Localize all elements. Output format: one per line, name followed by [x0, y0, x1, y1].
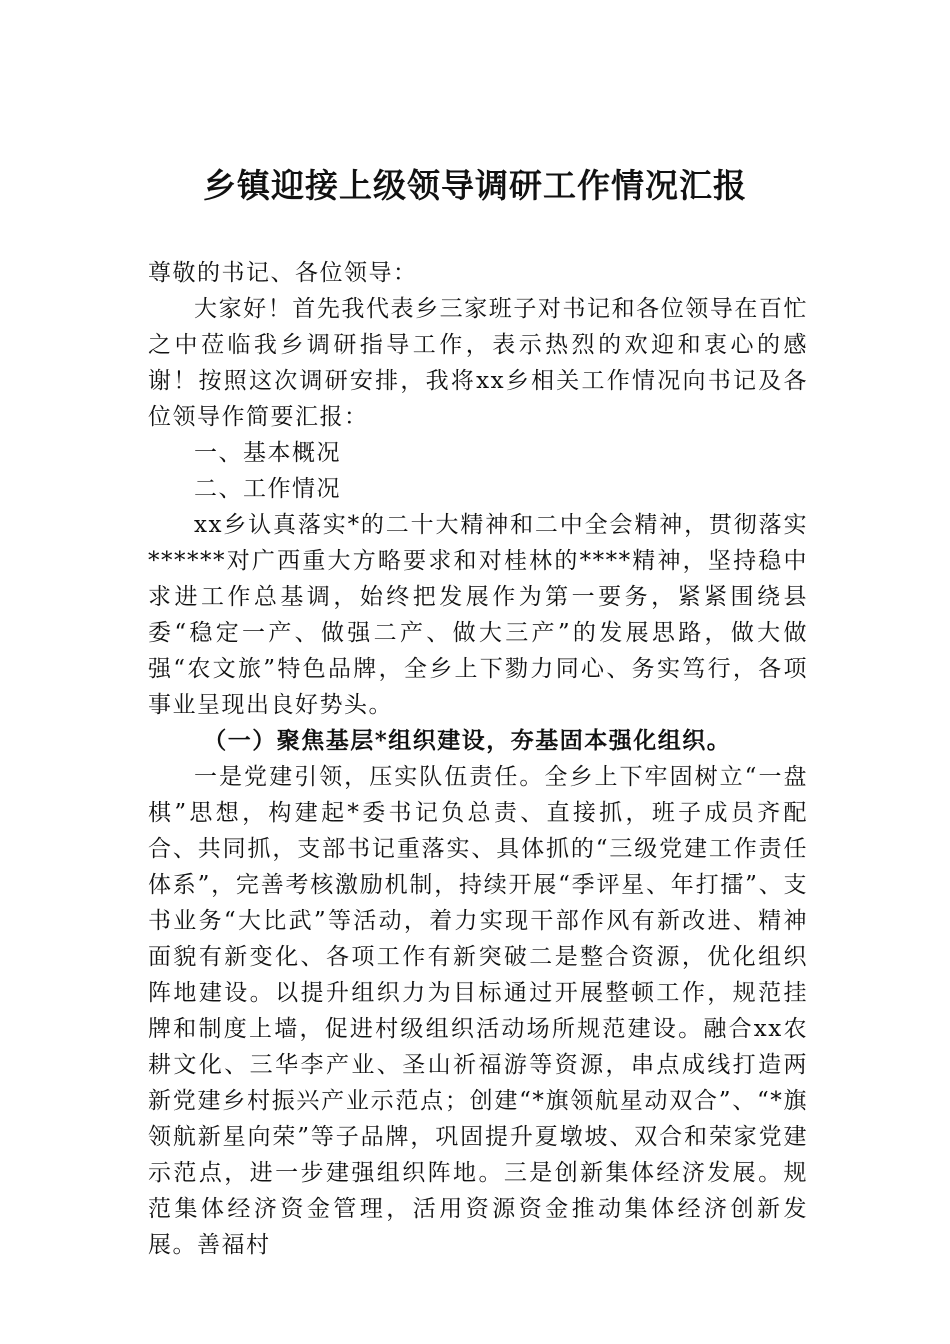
detail-paragraph: 一是党建引领，压实队伍责任。全乡上下牢固树立“一盘棋”思想，构建起*委书记负总责、直接抓，班子成员齐配合、共同抓，支部书记重落实、具体抓的“三级党建工作责任体系”，完善考核激励机制，持续开展“季评星、年打擂”、支书业务“大比武”等活动，着力实现干部作风有新改进、精神面貌有新变化、各项工作有新突破二是整合资源，优化组织阵地建设。以提升组织力为目标通过开展整顿工作，规范挂牌和制度上墙，促进村级组织活动场所规范建设。融合xx农耕文化、三华李产业、圣山祈福游等资源，串点成线打造两新党建乡村振兴产业示范点；创建“*旗领航星动双合”、“*旗领航新星向荣”等子品牌，巩固提升夏墩坡、双合和荣家党建示范点，进一步建强组织阵地。三是创新集体经济发展。规范集体经济资金管理，活用资源资金推动集体经济创新发展。善福村 [148, 764, 808, 1258]
overview-paragraph: xx乡认真落实*的二十大精神和二中全会精神，贯彻落实******对广西重大方略要求和对桂林的****精神，坚持稳中求进工作总基调，始终把发展作为第一要务，紧紧围绕县委“稳定一产、做强二产、做大三产”的发展思路，做大做强“农文旅”特色品牌，全乡上下勠力同心、务实笃行，各项事业呈现出良好势头。 [148, 512, 808, 718]
intro-paragraph: 大家好！首先我代表乡三家班子对书记和各位领导在百忙之中莅临我乡调研指导工作，表示热烈的欢迎和衷心的感谢！按照这次调研安排，我将xx乡相关工作情况向书记及各位领导作简要汇报： [148, 296, 808, 430]
subsection-heading-organization: （一）聚焦基层*组织建设，夯基固本强化组织。 [203, 727, 732, 754]
salutation: 尊敬的书记、各位领导： [148, 260, 418, 286]
section-heading-basic-overview: 一、基本概况 [194, 440, 341, 466]
document-title: 乡镇迎接上级领导调研工作情况汇报 [203, 166, 747, 205]
section-heading-work-status: 二、工作情况 [194, 476, 341, 502]
document-body [148, 255, 808, 1263]
